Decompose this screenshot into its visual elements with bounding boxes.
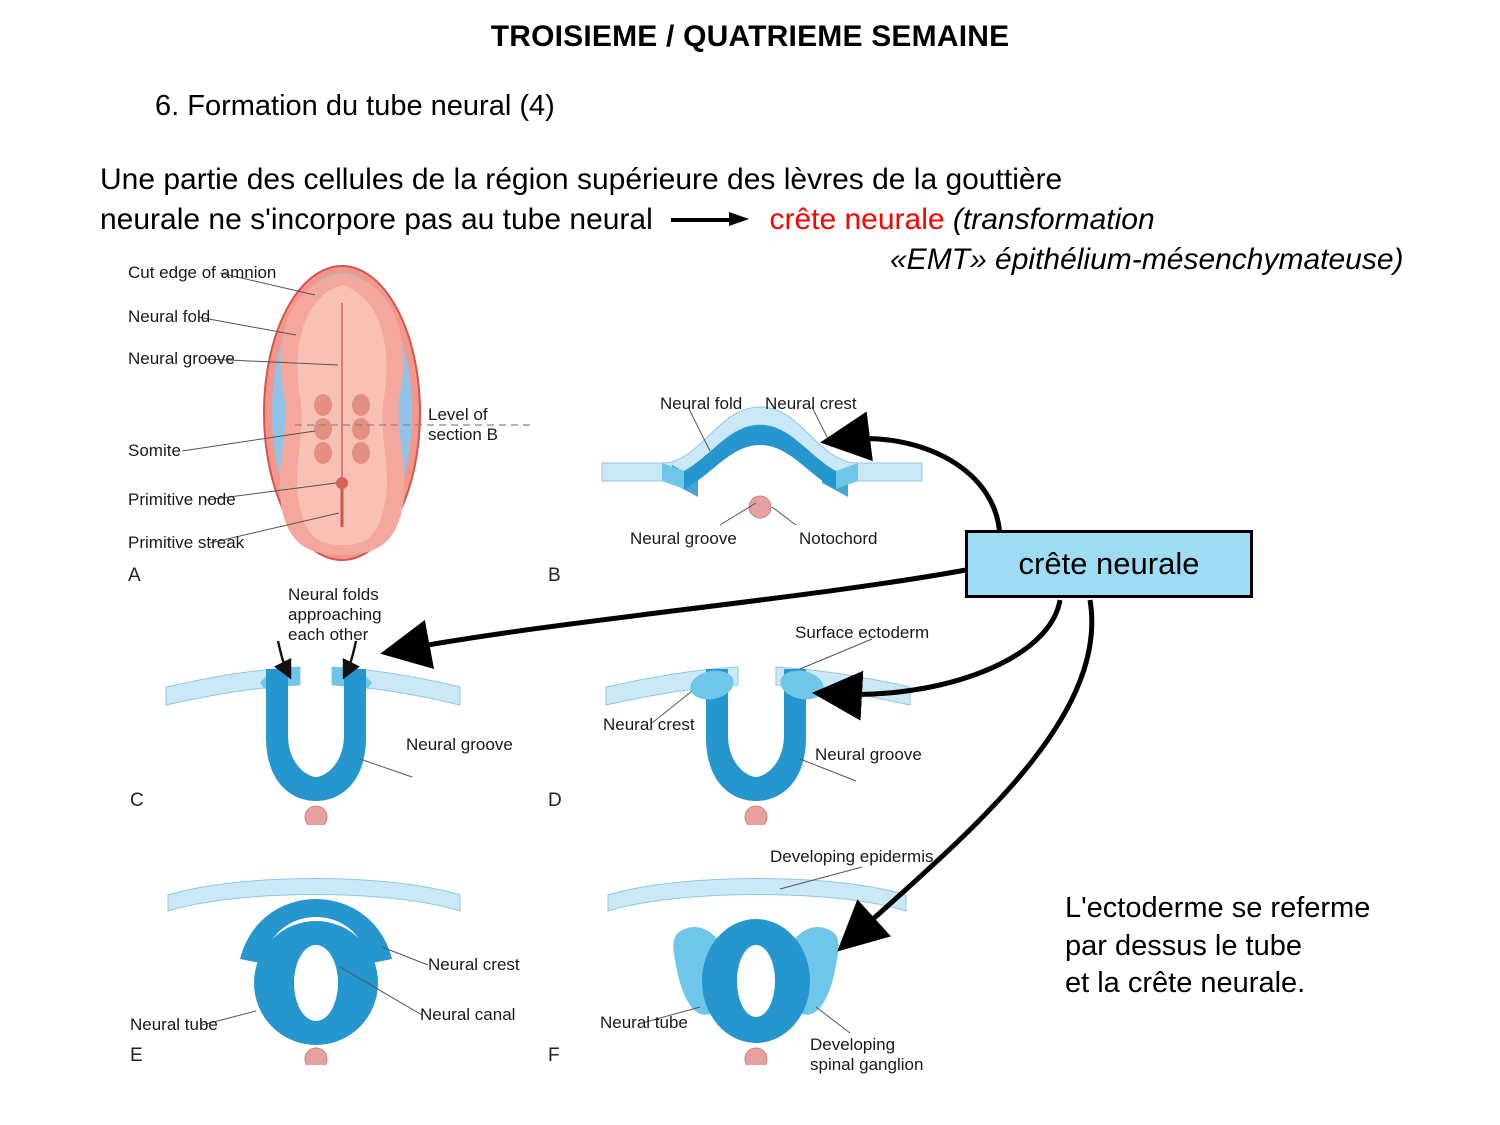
- paragraph-line-2-suffix: (transformation: [944, 202, 1155, 236]
- panel-c-label-folds-line1: Neural folds: [288, 585, 379, 604]
- paragraph-line-1: Une partie des cellules de la région supérieure des lèvres de la gouttière: [100, 163, 1063, 196]
- inline-arrow-icon: [671, 212, 751, 226]
- panel-d-letter: D: [548, 790, 562, 811]
- panel-b-letter: B: [548, 565, 561, 586]
- section-subtitle: 6. Formation du tube neural (4): [155, 90, 555, 122]
- panel-e-label-neural-tube: Neural tube: [130, 1015, 218, 1034]
- panel-e-label-neural-canal: Neural canal: [420, 1005, 516, 1024]
- panel-c-letter: C: [130, 790, 144, 811]
- neural-tube-figure: [110, 255, 1010, 1075]
- panel-d-label-surface-ectoderm: Surface ectoderm: [795, 623, 930, 642]
- panel-c-label-folds-line3: each other: [288, 625, 369, 644]
- panel-a-label-neural-groove: Neural groove: [128, 349, 235, 368]
- note-line-1: L'ectoderme se referme: [1065, 892, 1371, 924]
- callout-crete-neurale[interactable]: [965, 530, 1253, 598]
- panel-a-letter: A: [128, 565, 141, 586]
- page-title: TROISIEME / QUATRIEME SEMAINE: [490, 20, 1010, 53]
- paragraph-line-2-text: neurale ne s'incorpore pas au tube neural: [100, 202, 653, 236]
- panel-a-label-level-of-section-b-line2: section B: [428, 425, 498, 444]
- panel-b-label-neural-crest: Neural crest: [765, 394, 857, 413]
- panel-a-label-level-of-section-b-line1: Level of: [428, 405, 488, 424]
- paragraph-line-2: [100, 200, 1430, 240]
- panel-f-label-developing-epidermis: Developing epidermis: [770, 847, 934, 866]
- panel-a-label-cut-edge-of-amnion: Cut edge of amnion: [128, 263, 277, 282]
- panel-a-label-primitive-streak: Primitive streak: [128, 533, 245, 552]
- panel-f-illustration: [600, 855, 960, 1065]
- panel-a-label-primitive-node: Primitive node: [128, 490, 236, 509]
- panel-f-letter: F: [548, 1045, 560, 1066]
- paragraph-line-3: «EMT» épithélium-mésenchymateuse): [890, 242, 1404, 276]
- panel-f-label-ganglion-line1: Developing: [810, 1035, 896, 1054]
- panel-d-label-neural-crest: Neural crest: [603, 715, 695, 734]
- panel-a-label-neural-fold: Neural fold: [128, 307, 211, 326]
- panel-a-label-somite: Somite: [128, 441, 181, 460]
- panel-c-illustration: [160, 625, 520, 825]
- callout-label: crête neurale: [1018, 546, 1200, 581]
- panel-e-label-neural-crest: Neural crest: [428, 955, 520, 974]
- panel-e-letter: E: [130, 1045, 143, 1066]
- panel-b-label-neural-groove: Neural groove: [630, 529, 737, 548]
- panel-f-label-neural-tube: Neural tube: [600, 1013, 688, 1032]
- note-line-2: par dessus le tube: [1065, 929, 1302, 962]
- note-ectoderme: [1065, 890, 1485, 1003]
- panel-b-label-neural-fold: Neural fold: [660, 394, 743, 413]
- panel-c-label-folds-line2: approaching: [288, 605, 382, 624]
- highlight-crete-neurale: crête neurale: [769, 202, 945, 236]
- panel-d-label-neural-groove: Neural groove: [815, 745, 922, 764]
- panel-c-label-neural-groove: Neural groove: [406, 735, 513, 754]
- panel-f-label-ganglion-line2: spinal ganglion: [810, 1055, 924, 1074]
- note-line-3: et la crête neurale.: [1065, 967, 1306, 1000]
- panel-b-label-notochord: Notochord: [799, 529, 878, 548]
